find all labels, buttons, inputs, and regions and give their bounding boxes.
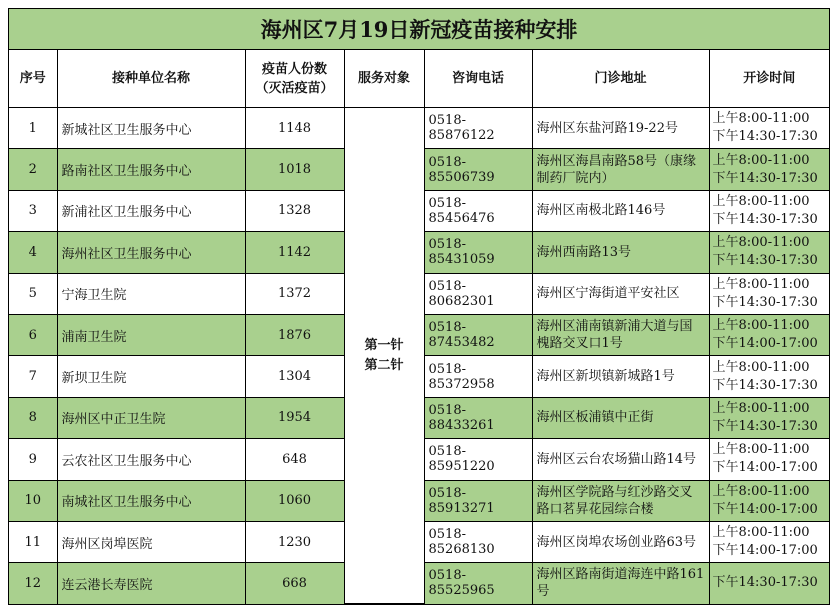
row-address: 海州区云台农场猫山路14号	[532, 439, 709, 480]
row-hours: 上午8:00-11:00 下午14:30-17:30	[709, 190, 829, 231]
row-address: 海州区南极北路146号	[532, 190, 709, 231]
row-address: 海州区新坝镇新城路1号	[532, 356, 709, 397]
row-phone: 0518-85951220	[424, 439, 532, 480]
row-hours: 上午8:00-11:00 下午14:00-17:00	[709, 521, 829, 562]
row-unit-name: 路南社区卫生服务中心	[57, 149, 245, 190]
row-doses: 1954	[245, 397, 344, 438]
row-phone: 0518-85456476	[424, 190, 532, 231]
service-target-line1: 第一针	[364, 337, 404, 353]
header-phone: 咨询电话	[424, 50, 532, 108]
header-row	[9, 50, 829, 108]
row-doses: 648	[245, 439, 344, 480]
row-address: 海州区东盐河路19-22号	[532, 108, 709, 149]
sheet-title: 海州区7月19日新冠疫苗接种安排	[9, 9, 829, 50]
table-body	[9, 108, 829, 604]
schedule-table	[9, 50, 829, 604]
row-unit-name: 宁海卫生院	[57, 273, 245, 314]
row-no: 3	[9, 190, 57, 231]
row-address: 海州区浦南镇新浦大道与国槐路交叉口1号	[532, 314, 709, 355]
row-unit-name: 新浦社区卫生服务中心	[57, 190, 245, 231]
row-address: 海州区板浦镇中正街	[532, 397, 709, 438]
header-doses-line2: （灭活疫苗）	[255, 80, 334, 96]
row-unit-name: 连云港长寿医院	[57, 563, 245, 604]
row-phone: 0518-80682301	[424, 273, 532, 314]
row-unit-name: 海州区岗埠医院	[57, 521, 245, 562]
row-hours: 上午8:00-11:00 下午14:30-17:30	[709, 397, 829, 438]
row-hours: 上午8:00-11:00 下午14:30-17:30	[709, 273, 829, 314]
row-no: 2	[9, 149, 57, 190]
header-doses	[245, 50, 344, 108]
row-unit-name: 新坝卫生院	[57, 356, 245, 397]
row-no: 1	[9, 108, 57, 149]
row-phone: 0518-85913271	[424, 480, 532, 521]
row-hours: 下午14:30-17:30	[709, 563, 829, 604]
header-hours: 开诊时间	[709, 50, 829, 108]
row-doses: 1148	[245, 108, 344, 149]
row-unit-name: 云农社区卫生服务中心	[57, 439, 245, 480]
row-no: 6	[9, 314, 57, 355]
row-unit-name: 新城社区卫生服务中心	[57, 108, 245, 149]
row-hours: 上午8:00-11:00 下午14:00-17:00	[709, 480, 829, 521]
row-no: 10	[9, 480, 57, 521]
row-doses: 1876	[245, 314, 344, 355]
row-doses: 1304	[245, 356, 344, 397]
row-no: 5	[9, 273, 57, 314]
row-no: 9	[9, 439, 57, 480]
row-hours: 上午8:00-11:00 下午14:00-17:00	[709, 314, 829, 355]
row-phone: 0518-85506739	[424, 149, 532, 190]
header-address: 门诊地址	[532, 50, 709, 108]
row-no: 4	[9, 232, 57, 273]
row-phone: 0518-88433261	[424, 397, 532, 438]
row-unit-name: 海州社区卫生服务中心	[57, 232, 245, 273]
row-address: 海州区海昌南路58号（康缘制药厂院内）	[532, 149, 709, 190]
service-target-cell	[344, 108, 424, 604]
row-phone: 0518-85876122	[424, 108, 532, 149]
vaccination-schedule-sheet	[8, 8, 830, 605]
row-no: 11	[9, 521, 57, 562]
row-no: 12	[9, 563, 57, 604]
row-phone: 0518-85268130	[424, 521, 532, 562]
row-unit-name: 浦南卫生院	[57, 314, 245, 355]
table-row	[9, 108, 829, 149]
row-hours: 上午8:00-11:00 下午14:30-17:30	[709, 232, 829, 273]
row-hours: 上午8:00-11:00 下午14:30-17:30	[709, 108, 829, 149]
row-phone: 0518-85372958	[424, 356, 532, 397]
row-hours: 上午8:00-11:00 下午14:00-17:00	[709, 439, 829, 480]
row-unit-name: 南城社区卫生服务中心	[57, 480, 245, 521]
row-doses: 1142	[245, 232, 344, 273]
row-phone: 0518-85431059	[424, 232, 532, 273]
header-service: 服务对象	[344, 50, 424, 108]
row-no: 8	[9, 397, 57, 438]
row-address: 海州区岗埠农场创业路63号	[532, 521, 709, 562]
row-address: 海州区宁海街道平安社区	[532, 273, 709, 314]
row-phone: 0518-87453482	[424, 314, 532, 355]
row-address: 海州西南路13号	[532, 232, 709, 273]
row-doses: 1230	[245, 521, 344, 562]
header-doses-line1: 疫苗人份数	[261, 61, 327, 77]
service-target-line2: 第二针	[364, 357, 404, 373]
header-unit: 接种单位名称	[57, 50, 245, 108]
row-doses: 1060	[245, 480, 344, 521]
row-address: 海州区路南街道海连中路161号	[532, 563, 709, 604]
row-address: 海州区学院路与红沙路交叉路口茗昇花园综合楼	[532, 480, 709, 521]
header-no: 序号	[9, 50, 57, 108]
row-doses: 1372	[245, 273, 344, 314]
row-unit-name: 海州区中正卫生院	[57, 397, 245, 438]
row-no: 7	[9, 356, 57, 397]
row-hours: 上午8:00-11:00 下午14:30-17:30	[709, 149, 829, 190]
row-doses: 668	[245, 563, 344, 604]
row-doses: 1328	[245, 190, 344, 231]
row-doses: 1018	[245, 149, 344, 190]
row-phone: 0518-85525965	[424, 563, 532, 604]
row-hours: 上午8:00-11:00 下午14:30-17:30	[709, 356, 829, 397]
